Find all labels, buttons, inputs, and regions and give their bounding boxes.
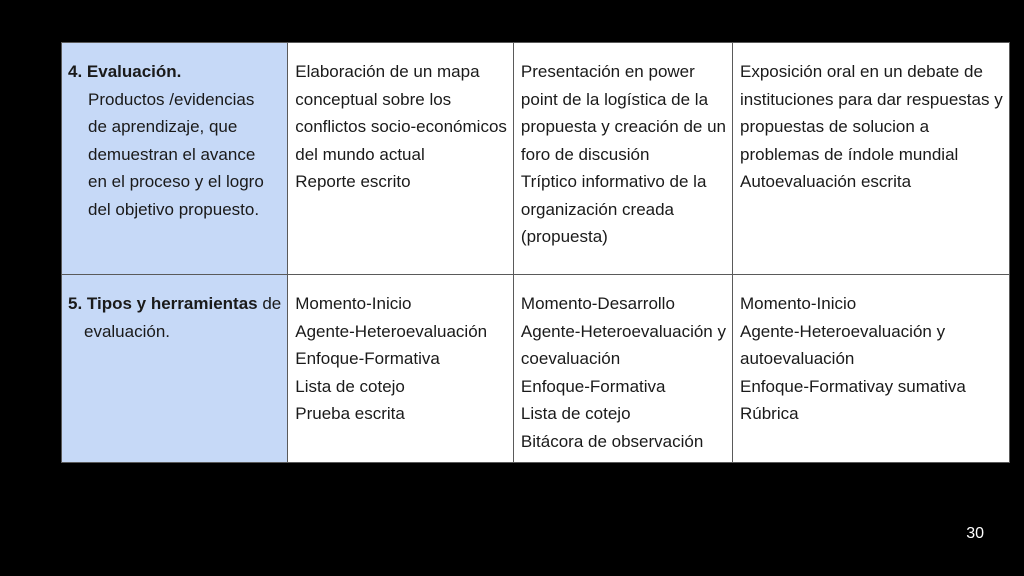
row-header-line: del objetivo propuesto. — [88, 199, 260, 219]
cell-line: propuestas de solucion a — [740, 117, 930, 136]
row-header-title-rest: de — [257, 294, 282, 313]
table-cell — [288, 43, 514, 275]
cell-line: Tríptico informativo de la — [520, 172, 707, 191]
cell-line: Exposición oral en un debate de — [740, 62, 983, 81]
page-number: 30 — [966, 525, 984, 542]
row-header-tipos — [62, 275, 288, 463]
row-header-evaluacion — [62, 43, 288, 275]
table-cell — [513, 43, 732, 275]
cell-line: (propuesta) — [520, 227, 608, 246]
cell-line: autoevaluación — [740, 349, 855, 368]
cell-line: Agente-Heteroevaluación y — [740, 321, 946, 341]
cell-line: Presentación en power — [520, 62, 695, 81]
row-header-line: de aprendizaje, que — [88, 117, 238, 136]
cell-line: Reporte escrito — [295, 172, 411, 191]
row-header-title — [68, 290, 281, 318]
table-cell — [733, 43, 1010, 275]
cell-line: propuesta y creación de un — [520, 117, 726, 136]
cell-line: organización creada — [520, 199, 675, 219]
cell-line: del mundo actual — [295, 144, 425, 164]
row-header-line: Productos /evidencias — [88, 89, 255, 109]
row-header-title: 4. Evaluación. — [68, 62, 182, 81]
cell-line: Autoevaluación escrita — [740, 172, 912, 191]
table-cell — [513, 275, 732, 463]
cell-line: Agente-Heteroevaluación y — [520, 321, 726, 341]
cell-line: Prueba escrita — [295, 404, 405, 423]
row-header-line: demuestran el avance — [88, 144, 256, 164]
cell-line: problemas de índole mundial — [740, 144, 959, 164]
row-header-line: en el proceso y el logro — [88, 172, 264, 191]
cell-line: instituciones para dar respuestas y — [740, 89, 1003, 109]
cell-line: Momento-Desarrollo — [520, 294, 675, 313]
cell-line: coevaluación — [520, 349, 621, 368]
row-header-title-bold: 5. Tipos y herramientas — [68, 294, 258, 313]
cell-line: Lista de cotejo — [295, 376, 405, 396]
cell-line: Rúbrica — [740, 404, 799, 423]
cell-line: Bitácora de observación — [520, 431, 704, 451]
cell-line: foro de discusión — [520, 144, 650, 164]
cell-line: conceptual sobre los — [295, 89, 452, 109]
table-cell — [733, 275, 1010, 463]
cell-line: Agente-Heteroevaluación — [295, 321, 488, 341]
table-cell — [288, 275, 514, 463]
cell-line: Enfoque-Formativa — [520, 376, 666, 396]
cell-line: Momento-Inicio — [740, 294, 857, 313]
cell-line: Momento-Inicio — [295, 294, 412, 313]
cell-line: Lista de cotejo — [520, 404, 631, 423]
table-row-tipos — [62, 275, 1010, 463]
cell-line: Elaboración de un mapa — [295, 62, 480, 81]
table-row-evaluacion — [62, 43, 1010, 275]
cell-line: Enfoque-Formativa — [295, 349, 440, 368]
cell-line: Enfoque-Formativay sumativa — [740, 376, 966, 396]
cell-line: point de la logística de la — [520, 89, 709, 109]
cell-line: conflictos socio-económicos — [295, 117, 507, 136]
row-header-line: evaluación. — [84, 321, 171, 341]
evaluation-table — [61, 42, 1010, 463]
